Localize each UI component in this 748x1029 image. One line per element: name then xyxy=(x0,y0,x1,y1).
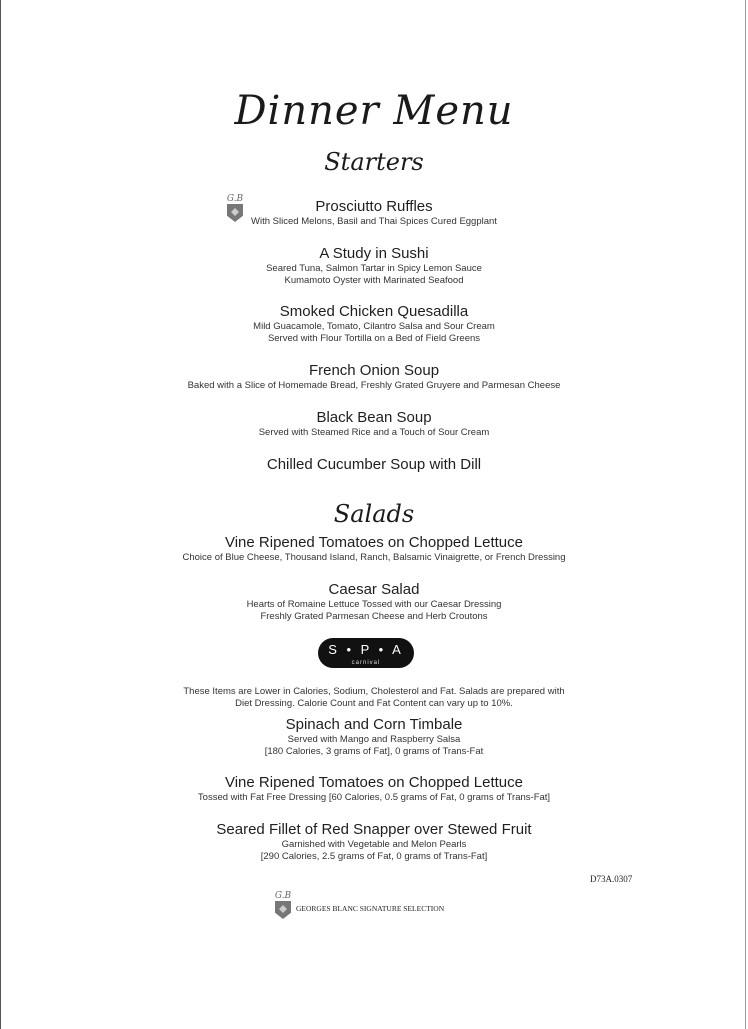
menu-code: D73A.0307 xyxy=(590,874,633,884)
salad-item: Caesar Salad Hearts of Romaine Lettuce Tossed with our Caesar Dressing Freshly Grated Parmesan Cheese and Herb Croutons xyxy=(246,581,502,622)
spa-item: Vine Ripened Tomatoes on Chopped Lettuce Tossed with Fat Free Dressing [60 Calories, 0.5 grams of Fat, 0 grams of Trans-Fat] xyxy=(197,774,551,803)
starter-item: Smoked Chicken Quesadilla Mild Guacamole, Tomato, Cilantro Salsa and Sour Cream Served with Flour Tortilla on a Bed of Field Greens xyxy=(253,303,495,344)
spa-item: Spinach and Corn Timbale Served with Mango and Raspberry Salsa [180 Calories, 3 grams of Fat], 0 grams of Trans-Fat xyxy=(264,716,484,757)
menu-title: Dinner Menu xyxy=(234,88,514,134)
starter-item: A Study in Sushi Seared Tuna, Salmon Tartar in Spicy Lemon Sauce Kumamoto Oyster with Marinated Seafood xyxy=(266,245,482,286)
starter-item: Black Bean Soup Served with Steamed Rice and a Touch of Sour Cream xyxy=(258,409,490,438)
starter-item: Chilled Cucumber Soup with Dill xyxy=(266,456,482,473)
starter-item: French Onion Soup Baked with a Slice of Homemade Bread, Freshly Grated Gruyere and Parmesan Cheese xyxy=(187,362,561,391)
section-starters: Starters xyxy=(324,148,424,176)
spa-carnival-logo: S • P • A carnival xyxy=(318,638,414,668)
signature-selection-label: GEORGES BLANC SIGNATURE SELECTION xyxy=(296,904,445,913)
section-salads: Salads xyxy=(333,500,415,528)
spa-item: Seared Fillet of Red Snapper over Stewed Fruit Garnished with Vegetable and Melon Pearls [290 Calories, 2.5 grams of Fat, 0 grams of Trans-Fat] xyxy=(216,821,532,862)
salad-item: Vine Ripened Tomatoes on Chopped Lettuce Choice of Blue Cheese, Thousand Island, Ranch, Balsamic Vinaigrette, or French Dressing xyxy=(182,534,566,563)
spa-note: These Items are Lower in Calories, Sodium, Cholesterol and Fat. Salads are prepared with Diet Dressing. Calorie Count and Fat Content can vary up to 10%. xyxy=(183,686,565,709)
georges-blanc-crest-icon: G.B xyxy=(226,195,244,222)
starter-item: Prosciutto Ruffles With Sliced Melons, Basil and Thai Spices Cured Eggplant xyxy=(251,198,497,227)
georges-blanc-crest-icon: G.B xyxy=(274,892,292,919)
